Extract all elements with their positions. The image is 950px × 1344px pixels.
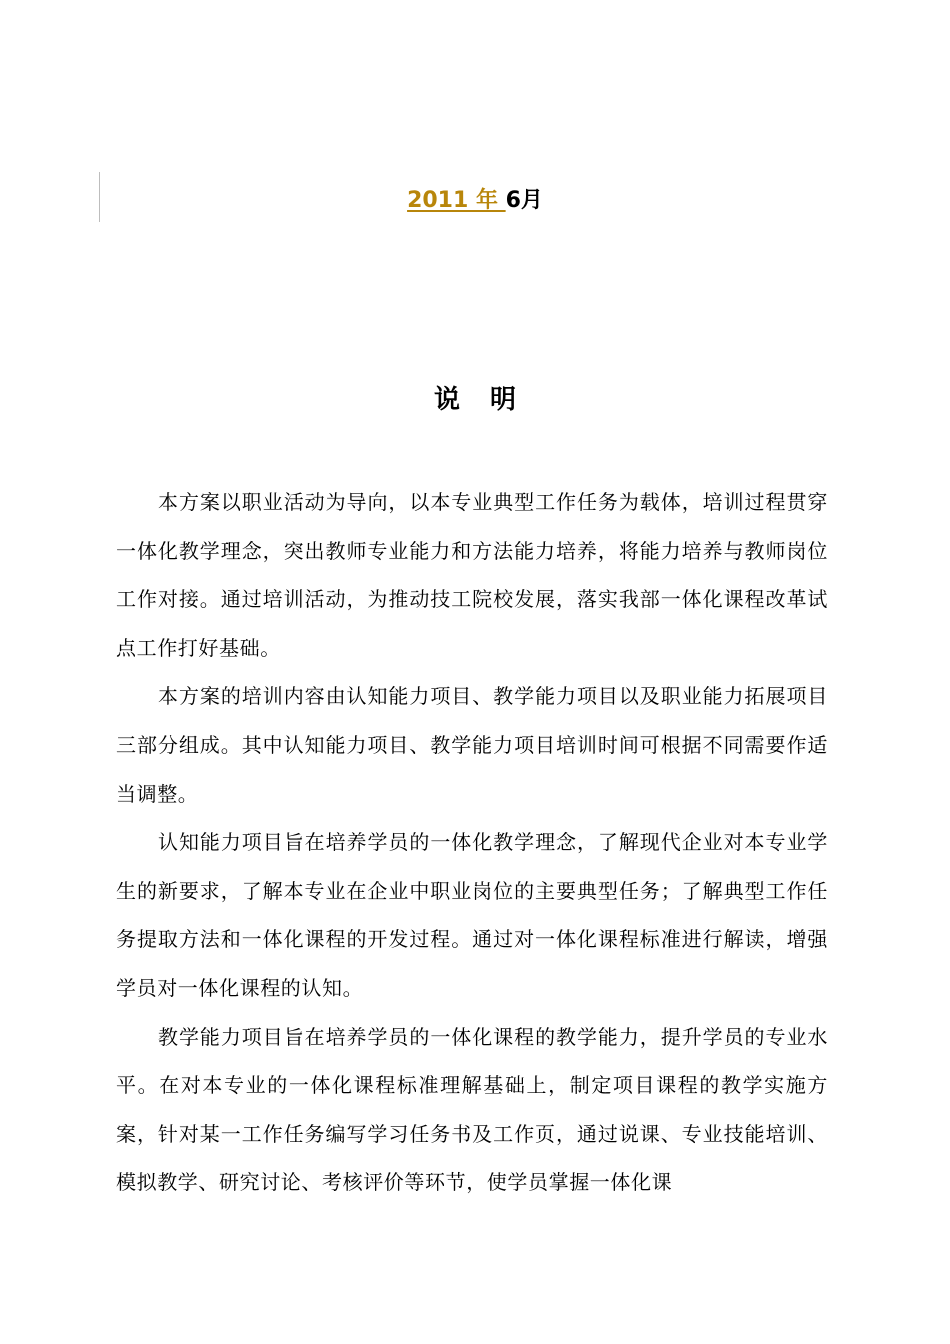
date-month: 6月 [505, 188, 543, 213]
body-text [116, 478, 828, 1207]
paragraph-4: 教学能力项目旨在培养学员的一体化课程的教学能力，提升学员的专业水平。在对本专业的一体化课程标准理解基础上，制定项目课程的教学实施方案，针对某一工作任务编写学习任务书及工作页，通过说课、专业技能培训、模拟教学、研究讨论、考核评价等环节，使学员掌握一体化课 [116, 1024, 828, 1195]
paragraph-1: 本方案以职业活动为导向，以本专业典型工作任务为载体，培训过程贯穿一体化教学理念，突出教师专业能力和方法能力培养，将能力培养与教师岗位工作对接。通过培训活动，为推动技工院校发展，落实我部一体化课程改革试点工作打好基础。 [116, 490, 828, 660]
paragraph-3: 认知能力项目旨在培养学员的一体化教学理念，了解现代企业对本专业学生的新要求，了解本专业在企业中职业岗位的主要典型任务；了解典型工作任务提取方法和一体化课程的开发过程。通过对一体化课程标准进行解读，增强学员对一体化课程的认知。 [116, 830, 828, 1000]
date-year: 2011 年 [407, 188, 506, 213]
paragraph-2: 本方案的培训内容由认知能力项目、教学能力项目以及职业能力拓展项目三部分组成。其中认知能力项目、教学能力项目培训时间可根据不同需要作适当调整。 [116, 684, 828, 806]
section-title: 说明 [433, 385, 546, 415]
date-line [0, 186, 950, 216]
